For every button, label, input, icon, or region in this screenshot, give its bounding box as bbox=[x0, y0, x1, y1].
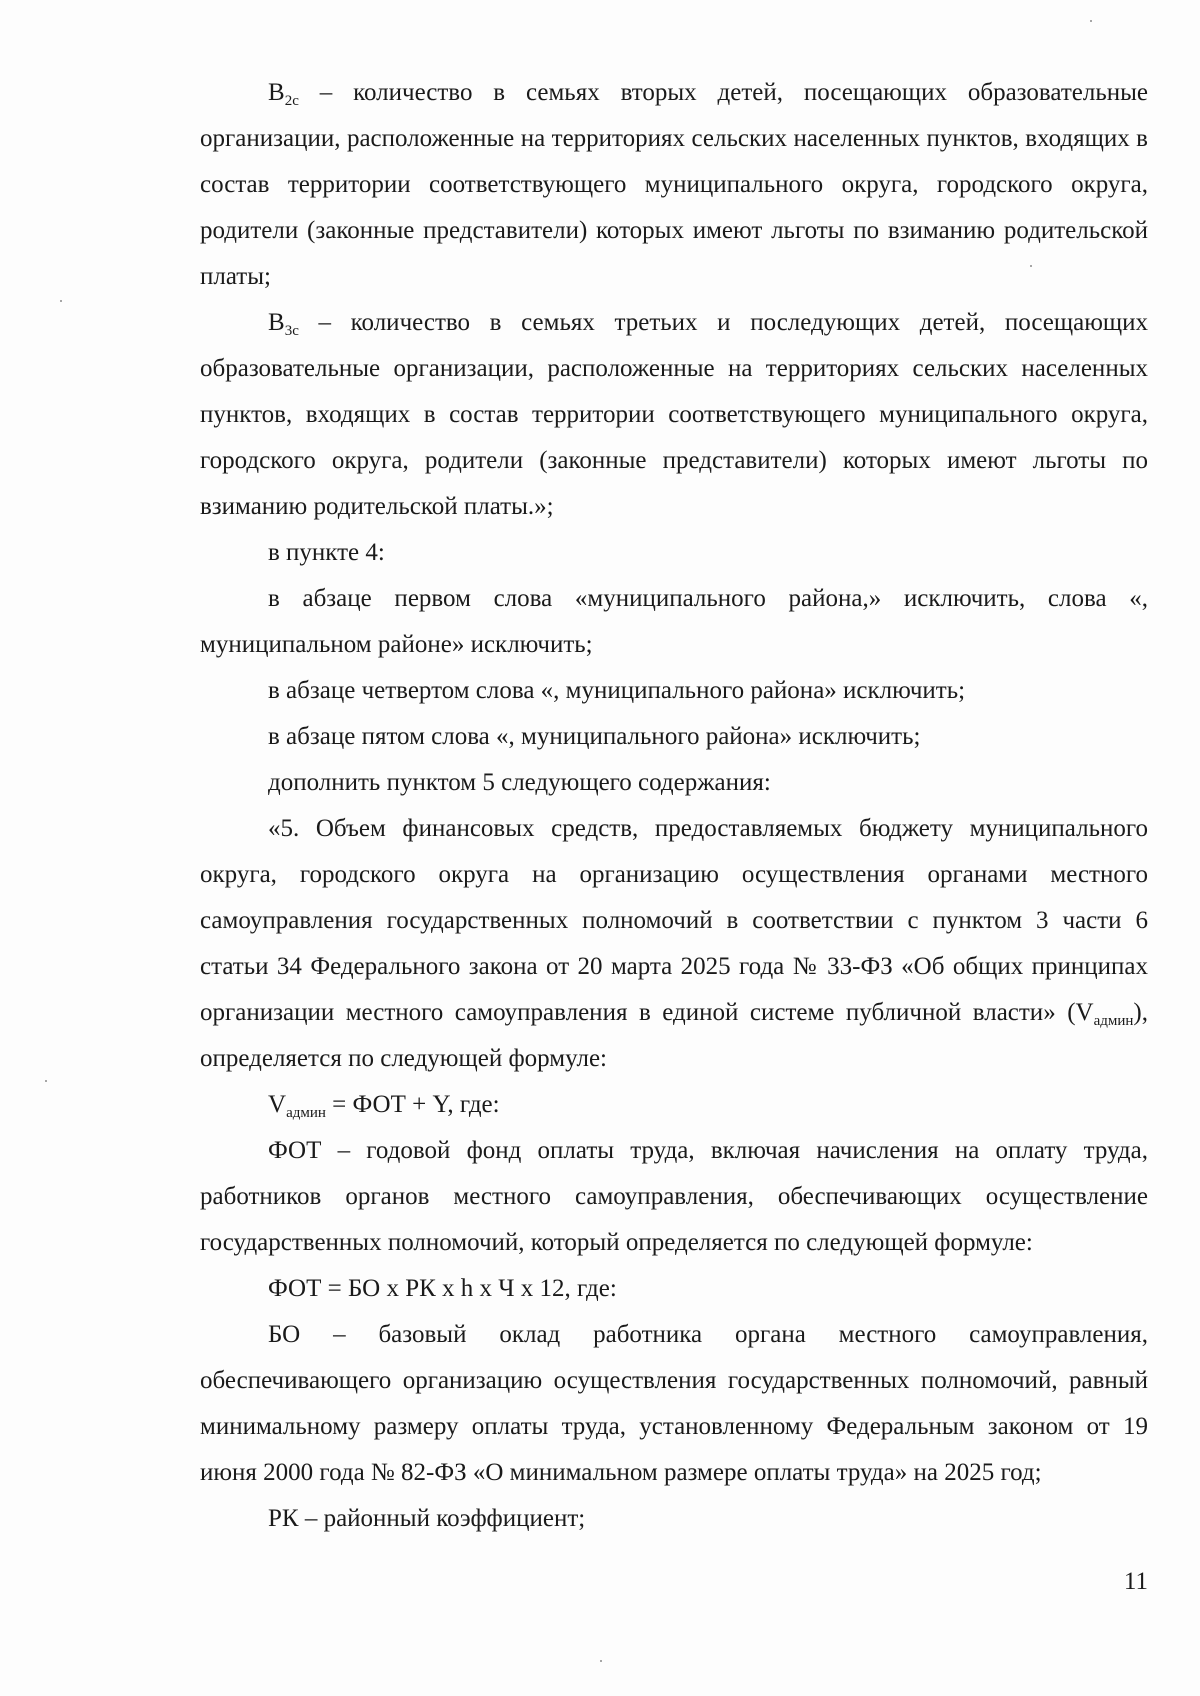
formula-v-admin bbox=[200, 1082, 1148, 1128]
variable-main: В bbox=[268, 309, 285, 336]
scan-speck bbox=[45, 1080, 47, 1082]
variable-subscript: админ bbox=[286, 1105, 326, 1121]
variable-b3c bbox=[268, 309, 299, 339]
paragraph-item4: в пункте 4: bbox=[268, 539, 385, 566]
variable-subscript: админ bbox=[1093, 1013, 1134, 1029]
paragraph-text: – количество в семьях вторых детей, посещающих образовательные организации, расположенные на территориях сельских населенных пунктов, входящих в состав территории соответствующего муниципального округа, городского округа, родители (законные представители) которых имеют льготы по взиманию родительской платы; bbox=[200, 79, 1148, 290]
paragraph-fot-definition: ФОТ – годовой фонд оплаты труда, включая начисления на оплату труда, работников органов местного самоуправления, обеспечивающих осуществление государственных полномочий, который определяется по следующей формуле: bbox=[200, 1137, 1148, 1256]
paragraph-abzac-1: в абзаце первом слова «муниципального района,» исключить, слова «, муниципальном районе» исключить; bbox=[200, 585, 1148, 658]
scan-speck bbox=[600, 1660, 602, 1662]
paragraph-b3c-definition bbox=[200, 300, 1148, 530]
variable-b2c bbox=[268, 79, 299, 109]
variable-subscript: 3с bbox=[284, 323, 299, 339]
paragraph-add-item5: дополнить пунктом 5 следующего содержания: bbox=[268, 769, 771, 796]
variable-subscript: 2с bbox=[284, 93, 299, 109]
paragraph-abzac-5: в абзаце пятом слова «, муниципального района» исключить; bbox=[268, 723, 921, 750]
paragraph-b2c-definition bbox=[200, 70, 1148, 300]
paragraph-rk-definition: РК – районный коэффициент; bbox=[268, 1505, 586, 1532]
variable-main: V bbox=[268, 1091, 287, 1118]
paragraph-abzac-4: в абзаце четвертом слова «, муниципального района» исключить; bbox=[268, 677, 966, 704]
paragraph-text: «5. Объем финансовых средств, предоставляемых бюджету муниципального округа, городского округа на организацию осуществления органами местного самоуправления государственных полномочий в соответствии с пунктом 3 части 6 статьи 34 Федерального закона от 20 марта 2025 года № 33-ФЗ «Об общих принципах организации местного самоуправления в единой системе публичной власти» (V bbox=[200, 815, 1148, 1026]
paragraph-text: – количество в семьях третьих и последующих детей, посещающих образовательные организации, расположенные на территориях сельских населенных пунктов, входящих в состав территории соответствующего муниципального округа, городского округа, родители (законные представители) которых имеют льготы по взиманию родительской платы.»; bbox=[200, 309, 1148, 520]
formula-fot: ФОТ = БО х РК х h х Ч х 12, где: bbox=[268, 1275, 617, 1302]
document-body bbox=[200, 70, 1148, 1542]
paragraph-item5-text bbox=[200, 806, 1148, 1082]
variable-main: В bbox=[268, 79, 285, 106]
scan-speck bbox=[1090, 20, 1092, 22]
formula-text: = ФОТ + Y, где: bbox=[325, 1091, 500, 1118]
scan-speck bbox=[1030, 265, 1032, 267]
page-number: 11 bbox=[1123, 1568, 1148, 1595]
scan-speck bbox=[60, 300, 62, 302]
paragraph-bo-definition: БО – базовый оклад работника органа местного самоуправления, обеспечивающего организацию осуществления государственных полномочий, равный минимальному размеру оплаты труда, установленному Федеральным законом от 19 июня 2000 года № 82-ФЗ «О минимальном размере оплаты труда» на 2025 год; bbox=[200, 1321, 1148, 1486]
paragraph-text: ), определяется по следующей формуле: bbox=[200, 999, 1148, 1072]
